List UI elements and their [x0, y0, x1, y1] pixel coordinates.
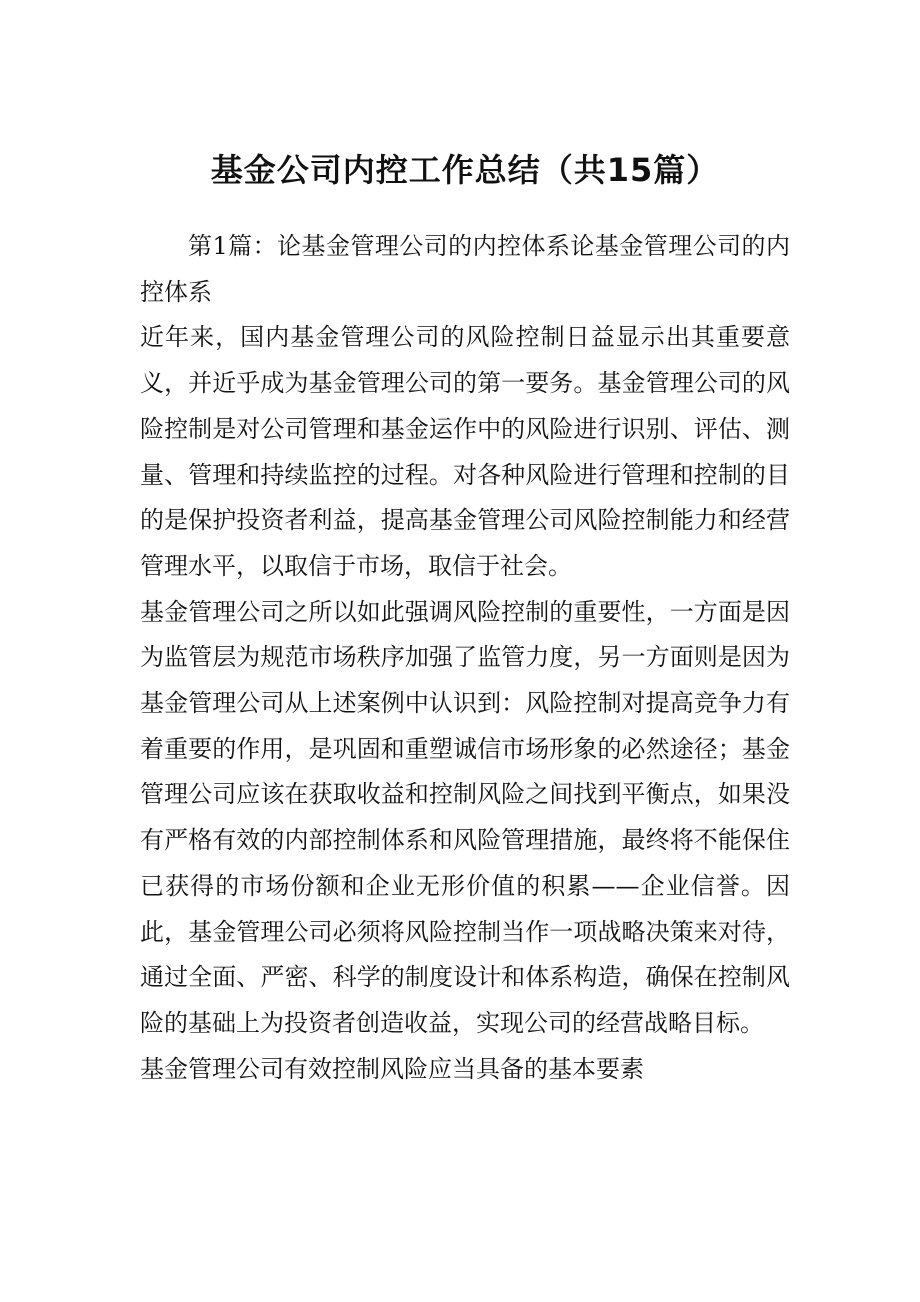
paragraph-intro: 近年来，国内基金管理公司的风险控制日益显示出其重要意义，并近乎成为基金管理公司的第一要务。基金管理公司的风险控制是对公司管理和基金运作中的风险进行识别、评估、测量、管理和持续监控的过程。对各种风险进行管理和控制的目的是保护投资者利益，提高基金管理公司风险控制能力和经营管理水平，以取信于市场，取信于社会。 — [140, 323, 790, 580]
document-title: 基金公司内控工作总结（共15篇） — [210, 151, 720, 189]
paragraph-section-heading: 第1篇：论基金管理公司的内控体系论基金管理公司的内控体系 — [140, 232, 790, 306]
paragraph-basic-elements: 基金管理公司有效控制风险应当具备的基本要素 — [140, 1054, 644, 1083]
paragraph-importance: 基金管理公司之所以如此强调风险控制的重要性，一方面是因为监管层为规范市场秩序加强了监管力度，另一方面则是因为基金管理公司从上述案例中认识到：风险控制对提高竞争力有着重要的作用，是巩固和重塑诚信市场形象的必然途径；基金管理公司应该在获取收益和控制风险之间找到平衡点，如果没有严格有效的内部控制体系和风险管理措施，最终将不能保住已获得的市场份额和企业无形价值的积累——企业信誉。因此，基金管理公司必须将风险控制当作一项战略决策来对待，通过全面、严密、科学的制度设计和体系构造，确保在控制风险的基础上为投资者创造收益，实现公司的经营战略目标。 — [140, 597, 790, 1037]
